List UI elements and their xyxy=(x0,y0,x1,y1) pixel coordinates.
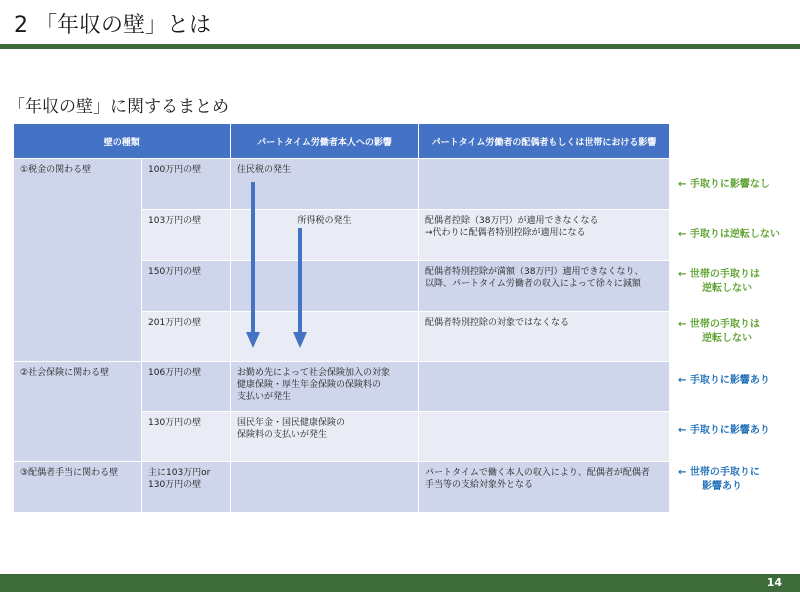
note-household-has-impact: ← 世帯の手取りに 影響あり xyxy=(678,467,760,492)
group-social-insurance: ②社会保険に関わる壁 xyxy=(14,362,142,462)
household-impact: パートタイムで働く本人の収入により、配偶者が配偶者 手当等の支給対象外となる xyxy=(419,462,670,513)
wall-name: 主に103万円or 130万円の壁 xyxy=(142,462,231,513)
group-spouse-allowance: ③配偶者手当に関わる壁 xyxy=(14,462,142,513)
page-number: 14 xyxy=(766,576,782,589)
footer-bar xyxy=(0,574,800,592)
header-self-impact: パートタイム労働者本人への影響 xyxy=(231,124,419,159)
household-impact: 配偶者控除（38万円）が適用できなくなる →代わりに配偶者特別控除が適用になる xyxy=(419,210,670,261)
self-impact: 国民年金・国民健康保険の 保険料の支払いが発生 xyxy=(231,412,419,462)
self-impact: お勤め先によって社会保険加入の対象 健康保険・厚生年金保険の保険料の 支払いが発生 xyxy=(231,362,419,412)
title-divider xyxy=(0,44,800,49)
note-has-impact: ← 手取りに影響あり xyxy=(678,425,770,436)
household-impact xyxy=(419,159,670,210)
wall-name: 106万円の壁 xyxy=(142,362,231,412)
wall-name: 130万円の壁 xyxy=(142,412,231,462)
household-impact xyxy=(419,412,670,462)
note-household-no-reversal: ← 世帯の手取りは 逆転しない xyxy=(678,269,760,294)
wall-name: 150万円の壁 xyxy=(142,261,231,312)
table-row xyxy=(14,462,670,513)
self-impact xyxy=(231,462,419,513)
annual-income-wall-table xyxy=(13,124,670,513)
section-subtitle: 「年収の壁」に関するまとめ xyxy=(8,97,229,117)
note-has-impact: ← 手取りに影響あり xyxy=(678,375,770,386)
note-household-no-reversal: ← 世帯の手取りは 逆転しない xyxy=(678,319,760,344)
slide-title: 2 「年収の壁」とは xyxy=(14,13,211,38)
household-impact: 配偶者特別控除の対象ではなくなる xyxy=(419,312,670,362)
self-impact: 所得税の発生 xyxy=(231,210,419,261)
table-row xyxy=(14,362,670,412)
household-impact: 配偶者特別控除が満額（38万円）適用できなくなり、 以降、パートタイム労働者の収入によって徐々に減額 xyxy=(419,261,670,312)
header-wall-type: 壁の種類 xyxy=(14,124,231,159)
wall-name: 103万円の壁 xyxy=(142,210,231,261)
down-arrow-icon xyxy=(293,228,307,348)
group-tax: ①税金の関わる壁 xyxy=(14,159,142,362)
table-header-row xyxy=(14,124,670,159)
down-arrow-icon xyxy=(246,182,260,348)
household-impact xyxy=(419,362,670,412)
note-no-impact: ← 手取りに影響なし xyxy=(678,179,770,190)
self-impact: 住民税の発生 xyxy=(231,159,419,210)
table-row xyxy=(14,159,670,210)
note-no-reversal: ← 手取りは逆転しない xyxy=(678,229,780,240)
wall-name: 201万円の壁 xyxy=(142,312,231,362)
header-household-impact: パートタイム労働者の配偶者もしくは世帯における影響 xyxy=(419,124,670,159)
wall-name: 100万円の壁 xyxy=(142,159,231,210)
